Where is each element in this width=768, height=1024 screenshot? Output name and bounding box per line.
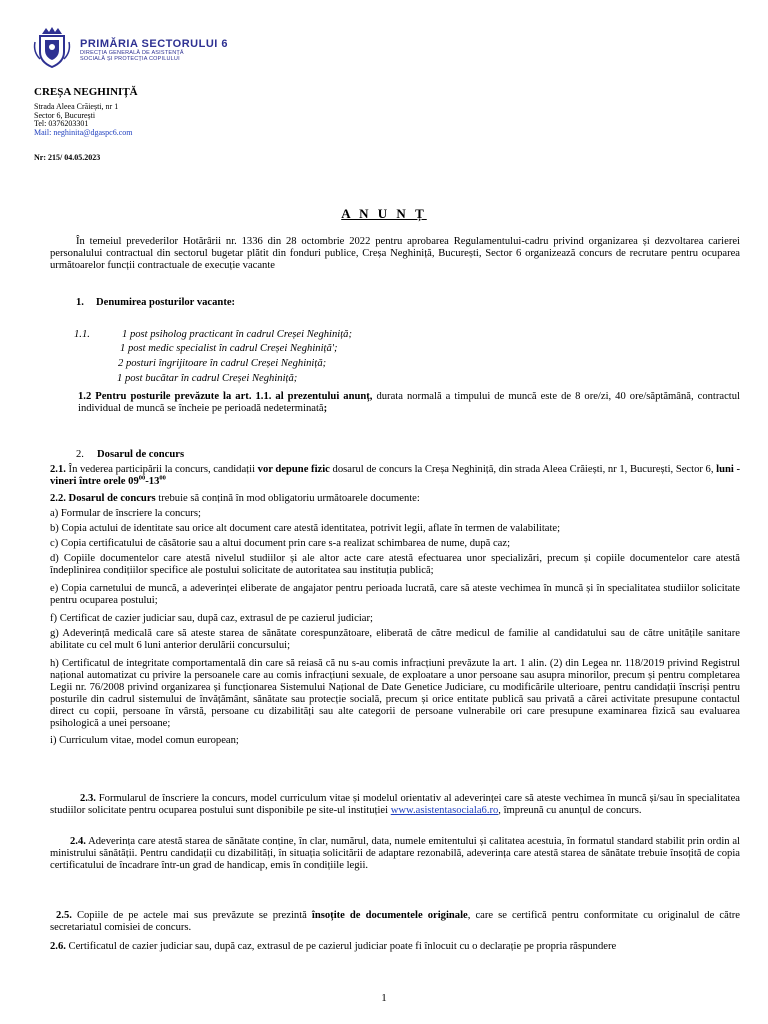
section-2-1-emphasis: vor depune fizic: [257, 464, 330, 475]
item-b: b) Copia actului de identitate sau orice alt document care atestă identitatea, potrivit legii, aflate în termen de valabilitate;: [50, 523, 561, 534]
section-2-1-paragraph: [50, 464, 740, 488]
section-2-number: 2.: [76, 449, 84, 460]
section-2-1-sup-1: 00: [138, 474, 146, 482]
section-2-1-sup-2: 00: [159, 474, 166, 482]
document-title: A N U N Ț: [341, 206, 427, 221]
item-a: a) Formular de înscriere la concurs;: [50, 508, 201, 519]
item-h: h) Certificatul de integritate comportamentală din care să reiasă că nu s-au comis infracțiuni prevăzute la art. 1 alin. (2) din Legea nr. 118/2019 privind Registrul național automatizat cu privire la persoanele care au comis infracțiuni sexuale, de exploatare a unor persoane sau asupra minorilor, precum și pentru completarea Legii nr. 76/2008 privind organizarea și funcționarea Sistemului Național de Date Genetice Judiciare, cu modificările ulterioare, pentru candidații înscriși pentru posturile din cadrul sistemului de învățământ, sănătate sau protecție socială, precum și orice entitate publică sau privată a cărei activitate presupune contactul direct cu copii, persoane în vârstă, persoane cu dizabilități sau alte categorii de persoane vulnerabile ori care presupune examinarea fizică sau evaluarea psihologică a unei persoane;: [50, 658, 740, 729]
mail-link[interactable]: neghinita@dgaspc6.com: [53, 127, 133, 137]
section-1-2-text: durata normală a timpului de muncă este de 8 ore/zi, 40 ore/săptămână, contractul individual de muncă se încheie pe perioadă nedeterminată: [78, 391, 740, 414]
item-i: i) Curriculum vitae, model comun european;: [50, 735, 239, 746]
section-2-3-paragraph: [50, 793, 740, 817]
item-e: e) Copia carnetului de muncă, a adeverinței eliberate de angajator pentru perioada lucrată, care să ateste vechimea în muncă și în specialitatea studiilor solicitate pentru ocuparea postului;: [50, 583, 740, 606]
item-f: f) Certificat de cazier judiciar sau, după caz, extrasul de pe cazierul judiciar;: [50, 613, 373, 624]
section-1-title: Denumirea posturilor vacante:: [96, 297, 236, 308]
section-2-2-lead: 2.2. Dosarul de concurs: [50, 493, 156, 504]
section-2-5-emphasis: însoțite de documentele originale: [311, 910, 468, 921]
address-line-2: Sector 6, București: [34, 110, 96, 120]
section-2-5-paragraph: [50, 910, 740, 934]
address-block: [34, 103, 234, 137]
section-2-6-number: 2.6.: [50, 941, 66, 952]
institution-name: PRIMĂRIA SECTORULUI 6: [80, 38, 229, 50]
mail-label: Mail:: [34, 127, 54, 137]
item-g: g) Adeverință medicală care să ateste starea de sănătate corespunzătoare, eliberată de către medicul de familie al candidatului sau de către unitățile sanitare abilitate cu cel mult 6 luni anterior derulării concursului;: [50, 628, 740, 651]
address-line-1: Strada Aleea Crăiești, nr 1: [34, 102, 119, 111]
institution-subtitle-1: DIRECȚIA GENERALĂ DE ASISTENȚĂ: [80, 50, 184, 56]
section-2-1-text-c: dosarul de concurs la Creșa Neghiniță, din strada Aleea Crăiești, nr 1, București, Sector 6,: [329, 464, 717, 475]
section-2-1-hours-end: -13: [145, 476, 160, 487]
section-1-2-paragraph: [78, 391, 740, 415]
post-2: 1 post medic specialist în cadrul Creșei Neghiniță';: [120, 343, 338, 354]
mail-line: [34, 129, 234, 138]
section-2-2-text: trebuie să conțină în mod obligatoriu următoarele documente:: [155, 493, 420, 504]
section-2-6-paragraph: [50, 941, 740, 954]
section-2-title: Dosarul de concurs: [97, 449, 185, 460]
item-c: c) Copia certificatului de căsătorie sau a altui document prin care s-a realizat schimbarea de nume, după caz;: [50, 538, 511, 549]
section-1-2-lead: 1.2 Pentru posturile prevăzute la art. 1.1. al prezentului anunț,: [78, 391, 373, 402]
section-2-1-text-a: În vederea participării la concurs, candidații: [65, 464, 258, 475]
section-1-number: 1.: [76, 297, 84, 308]
section-2-4-text: Adeverința care atestă starea de sănătate conține, în clar, numărul, data, numele emitentului și calitatea acestuia, în formatul standard stabilit prin ordin al ministrului sănătății. Pentru candidații cu dizabilități, în situația solicitării de adaptare rezonabilă, adeverința care atestă starea de sănătate trebuie însoțită de copia certificatului de încadrare într-un grad de handicap, emis în condițiile legii.: [50, 836, 740, 871]
section-2-3-text: Formularul de înscriere la concurs, model curriculum vitae și modelul orientativ al adeverinței care să ateste vechimea în muncă și/sau în specialitatea studiilor solicitate pentru ocuparea postului sunt disponibile pe site-ul instituției: [50, 793, 740, 816]
website-link[interactable]: www.asistentasociala6.ro: [390, 805, 499, 816]
item-d: d) Copiile documentelor care atestă nivelul studiilor și ale altor acte care atestă efectuarea unor specializări, precum și copiile documentelor care atestă îndeplinirea condițiilor specifice ale postului solicitate de autoritatea sau instituția publică;: [50, 553, 740, 576]
section-2-1-number: 2.1.: [50, 464, 66, 475]
section-2-6-text: Certificatul de cazier judiciar sau, după caz, extrasul de pe cazierul judiciar poate fi înlocuit cu o declarație pe propria răspundere: [65, 941, 617, 952]
unit-title: CREȘA NEGHINIȚĂ: [34, 86, 138, 98]
registration-number: Nr: 215/ 04.05.2023: [34, 153, 101, 162]
section-2-5-number: 2.5.: [56, 910, 72, 921]
section-2-1-hours-start: luni - vineri între orele 09: [50, 464, 741, 487]
post-1: 1 post psiholog practicant în cadrul Creșei Neghiniță;: [122, 329, 353, 340]
section-2-3-end: , împreună cu anunțul de concurs.: [498, 805, 642, 816]
intro-paragraph: În temeiul prevederilor Hotărârii nr. 1336 din 28 octombrie 2022 pentru aprobarea Regulamentului-cadru privind organizarea și dezvoltarea carierei personalului contractual din sectorul bugetar plătit din fonduri publice, Creșa Neghiniță, București, Sector 6 organizează concurs de recrutare pentru ocuparea următoarelor funcții contractuale de execuție vacante: [50, 236, 740, 271]
section-2-4-paragraph: [50, 836, 740, 872]
post-3: 2 posturi îngrijitoare în cadrul Creșei Neghiniță;: [118, 358, 327, 369]
section-1-2-end: ;: [323, 403, 328, 414]
section-2-2-paragraph: [50, 493, 740, 505]
coat-of-arms-logo: [32, 26, 72, 68]
institution-subtitle-2: SOCIALĂ ȘI PROTECȚIA COPILULUI: [80, 56, 180, 62]
section-1-1-number: 1.1.: [74, 329, 90, 340]
institution-name-block: [80, 38, 228, 62]
page-number: 1: [381, 992, 387, 1004]
section-2-3-number: 2.3.: [80, 793, 96, 804]
section-2-4-number: 2.4.: [70, 836, 86, 847]
section-2-5-text-a: Copiile de pe actele mai sus prevăzute se prezintă: [71, 910, 312, 921]
post-4: 1 post bucătar în cadrul Creșei Neghiniță;: [117, 373, 298, 384]
section-2-5-text-c: , care se certifică pentru conformitate cu originalul de către secretariatul comisiei de concurs.: [50, 910, 741, 933]
phone: Tel: 0376203301: [34, 119, 89, 128]
